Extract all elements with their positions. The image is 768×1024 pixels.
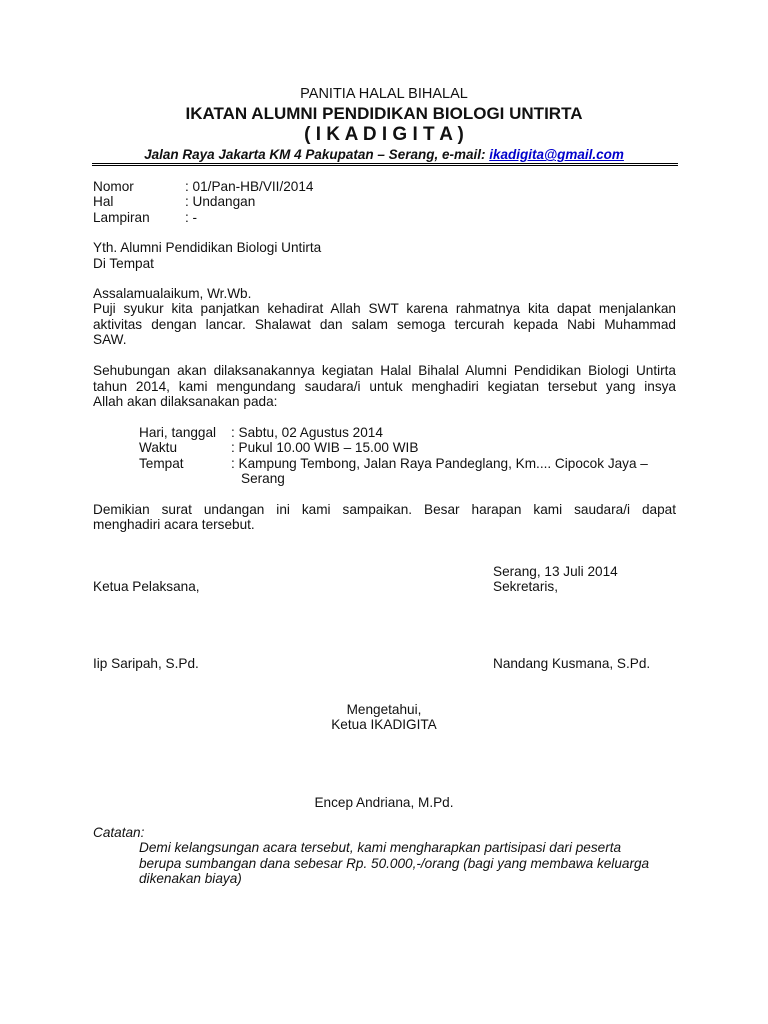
organization-acronym: ( I K A D I G I T A ) [304, 124, 464, 145]
event-label: Tempat [139, 456, 184, 471]
paragraph-2-line-2: tahun 2014, kami mengundang saudara/i untuk menghadiri kegiatan tersebut yang insya [93, 379, 676, 394]
chair-name: Encep Andriana, M.Pd. [314, 795, 454, 810]
event-time [139, 440, 418, 456]
signature-left-name: Iip Saripah, S.Pd. [93, 656, 199, 671]
address-text: Jalan Raya Jakarta KM 4 Pakupatan – Serang, e-mail: [144, 147, 490, 162]
paragraph-2-line-1: Sehubungan akan dilaksanakannya kegiatan Halal Bihalal Alumni Pendidikan Biologi Untirta [93, 363, 676, 378]
meta-nomor [93, 179, 313, 195]
paragraph-1-line-1: Puji syukur kita panjatkan kehadirat Allah SWT karena rahmatnya kita dapat menjalankan [93, 301, 676, 316]
organization-name: IKATAN ALUMNI PENDIDIKAN BIOLOGI UNTIRTA [185, 104, 583, 123]
event-label: Waktu [139, 440, 178, 455]
note-line-3: dikenakan biaya) [139, 871, 242, 886]
meta-lampiran [93, 210, 197, 226]
note-line-1: Demi kelangsungan acara tersebut, kami mengharapkan partisipasi dari peserta [139, 840, 622, 855]
meta-label: Nomor [93, 179, 134, 194]
recipient-line: Yth. Alumni Pendidikan Biologi Untirta [93, 240, 322, 255]
signature-left-title: Ketua Pelaksana, [93, 579, 200, 594]
paragraph-2-line-3: Allah akan dilaksanakan pada: [93, 394, 278, 409]
email-link[interactable]: ikadigita@gmail.com [489, 147, 624, 162]
chair-title: Ketua IKADIGITA [331, 717, 437, 732]
event-place [139, 456, 648, 472]
event-value: : Pukul 10.00 WIB – 15.00 WIB [231, 440, 419, 455]
paragraph-1-line-2: aktivitas dengan lancar. Shalawat dan salam semoga tercurah kepada Nabi Muhammad [93, 317, 676, 332]
event-place-continued: Serang [241, 471, 285, 486]
meta-label: Lampiran [93, 210, 150, 225]
event-value: : Kampung Tembong, Jalan Raya Pandeglang, Km.... Cipocok Jaya – [231, 456, 648, 471]
event-value: : Sabtu, 02 Agustus 2014 [231, 425, 383, 440]
paragraph-1-line-3: SAW. [93, 332, 127, 347]
date-place: Serang, 13 Juli 2014 [493, 564, 618, 579]
meta-label: Hal [93, 194, 114, 209]
letterhead-address [0, 147, 768, 163]
recipient-place: Di Tempat [93, 256, 154, 271]
meta-hal [93, 194, 255, 210]
greeting: Assalamualaikum, Wr.Wb. [93, 286, 252, 301]
letterhead-divider-secondary [92, 165, 678, 166]
closing-line-1: Demikian surat undangan ini kami sampaikan. Besar harapan kami saudara/i dapat [93, 502, 676, 517]
note-title: Catatan: [93, 825, 145, 840]
signature-right-name: Nandang Kusmana, S.Pd. [493, 656, 651, 671]
note-line-2: berupa sumbangan dana sebesar Rp. 50.000,-/orang (bagi yang membawa keluarga [139, 856, 650, 871]
event-label: Hari, tanggal [139, 425, 217, 440]
meta-value: : 01/Pan-HB/VII/2014 [185, 179, 314, 194]
event-date [139, 425, 383, 441]
acknowledge-label: Mengetahui, [346, 702, 422, 717]
committee-title: PANITIA HALAL BIHALAL [300, 86, 468, 102]
closing-line-2: menghadiri acara tersebut. [93, 517, 255, 532]
signature-right-title: Sekretaris, [493, 579, 558, 594]
letterhead-divider [92, 163, 678, 164]
meta-value: : - [185, 210, 198, 225]
meta-value: : Undangan [185, 194, 256, 209]
